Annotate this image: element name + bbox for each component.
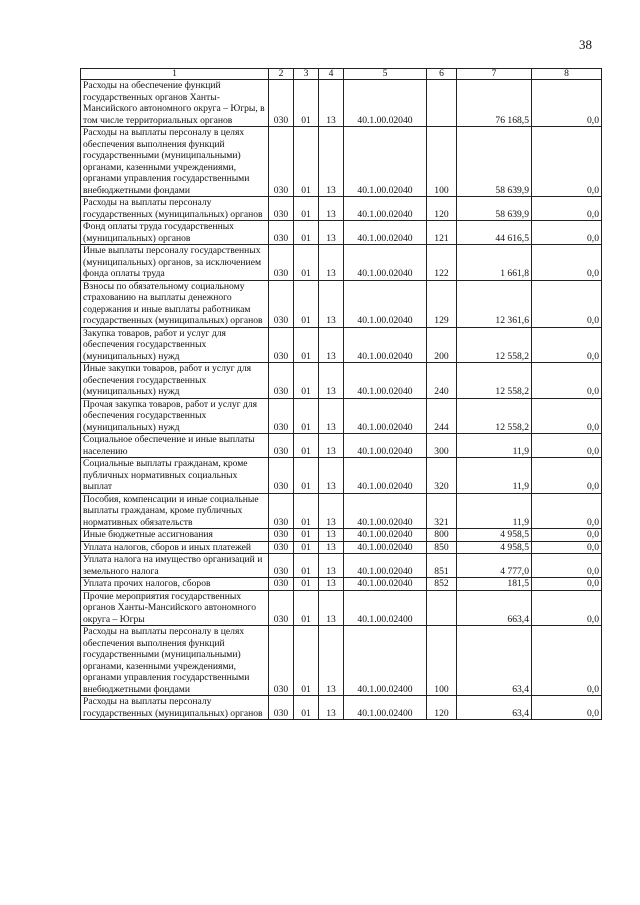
budget-table bbox=[80, 68, 602, 720]
subsection-code: 13 bbox=[319, 541, 344, 554]
subsection-code: 13 bbox=[319, 80, 344, 127]
column-header: 5 bbox=[344, 69, 427, 80]
subsection-code: 13 bbox=[319, 529, 344, 542]
subsection-code: 13 bbox=[319, 696, 344, 720]
amount-extra: 0,0 bbox=[532, 245, 602, 281]
ministry-code: 030 bbox=[269, 590, 294, 626]
table-row bbox=[81, 80, 602, 127]
target-article-code: 40.1.00.02400 bbox=[344, 626, 427, 696]
amount-extra: 0,0 bbox=[532, 280, 602, 327]
target-article-code: 40.1.00.02040 bbox=[344, 458, 427, 494]
table-row bbox=[81, 434, 602, 458]
amount: 4 777,0 bbox=[457, 554, 532, 578]
amount: 58 639,9 bbox=[457, 197, 532, 221]
ministry-code: 030 bbox=[269, 578, 294, 591]
subsection-code: 13 bbox=[319, 493, 344, 529]
section-code: 01 bbox=[294, 80, 319, 127]
table-row bbox=[81, 280, 602, 327]
section-code: 01 bbox=[294, 280, 319, 327]
amount-extra: 0,0 bbox=[532, 327, 602, 363]
table-row bbox=[81, 245, 602, 281]
table-row bbox=[81, 458, 602, 494]
amount: 12 558,2 bbox=[457, 327, 532, 363]
subsection-code: 13 bbox=[319, 363, 344, 399]
ministry-code: 030 bbox=[269, 626, 294, 696]
target-article-code: 40.1.00.02040 bbox=[344, 398, 427, 434]
expense-name: Иные закупки товаров, работ и услуг для обеспечения государственных (муниципальных) нужд bbox=[81, 363, 269, 399]
amount-extra: 0,0 bbox=[532, 626, 602, 696]
section-code: 01 bbox=[294, 197, 319, 221]
amount: 44 616,5 bbox=[457, 221, 532, 245]
ministry-code: 030 bbox=[269, 493, 294, 529]
section-code: 01 bbox=[294, 327, 319, 363]
amount-extra: 0,0 bbox=[532, 578, 602, 591]
subsection-code: 13 bbox=[319, 245, 344, 281]
expense-type-code: 852 bbox=[427, 578, 457, 591]
expense-type-code: 100 bbox=[427, 127, 457, 197]
target-article-code: 40.1.00.02040 bbox=[344, 529, 427, 542]
amount: 63,4 bbox=[457, 626, 532, 696]
section-code: 01 bbox=[294, 493, 319, 529]
expense-name: Расходы на выплаты персоналу в целях обеспечения выполнения функций государственными (муниципальными) органами, казенными учреждениями, органами управления государственными внебюджетными фондами bbox=[81, 127, 269, 197]
expense-name: Закупка товаров, работ и услуг для обеспечения государственных (муниципальных) нужд bbox=[81, 327, 269, 363]
ministry-code: 030 bbox=[269, 80, 294, 127]
amount: 76 168,5 bbox=[457, 80, 532, 127]
subsection-code: 13 bbox=[319, 197, 344, 221]
subsection-code: 13 bbox=[319, 458, 344, 494]
expense-name: Уплата налогов, сборов и иных платежей bbox=[81, 541, 269, 554]
amount: 11,9 bbox=[457, 493, 532, 529]
subsection-code: 13 bbox=[319, 327, 344, 363]
amount-extra: 0,0 bbox=[532, 590, 602, 626]
amount: 663,4 bbox=[457, 590, 532, 626]
table-header-row bbox=[81, 69, 602, 80]
expense-type-code: 300 bbox=[427, 434, 457, 458]
column-header: 2 bbox=[269, 69, 294, 80]
section-code: 01 bbox=[294, 578, 319, 591]
ministry-code: 030 bbox=[269, 221, 294, 245]
table-row bbox=[81, 493, 602, 529]
expense-type-code: 240 bbox=[427, 363, 457, 399]
column-header: 6 bbox=[427, 69, 457, 80]
target-article-code: 40.1.00.02040 bbox=[344, 127, 427, 197]
target-article-code: 40.1.00.02040 bbox=[344, 493, 427, 529]
expense-name: Фонд оплаты труда государственных (муниципальных) органов bbox=[81, 221, 269, 245]
ministry-code: 030 bbox=[269, 529, 294, 542]
subsection-code: 13 bbox=[319, 434, 344, 458]
expense-type-code bbox=[427, 590, 457, 626]
section-code: 01 bbox=[294, 626, 319, 696]
section-code: 01 bbox=[294, 554, 319, 578]
target-article-code: 40.1.00.02400 bbox=[344, 590, 427, 626]
ministry-code: 030 bbox=[269, 458, 294, 494]
expense-type-code: 851 bbox=[427, 554, 457, 578]
expense-name: Иные выплаты персоналу государственных (муниципальных) органов, за исключением фонда оплаты труда bbox=[81, 245, 269, 281]
target-article-code: 40.1.00.02040 bbox=[344, 280, 427, 327]
amount-extra: 0,0 bbox=[532, 197, 602, 221]
table-row bbox=[81, 626, 602, 696]
page-number: 38 bbox=[579, 37, 592, 52]
table-row bbox=[81, 554, 602, 578]
table-row bbox=[81, 127, 602, 197]
column-header: 7 bbox=[457, 69, 532, 80]
expense-type-code: 200 bbox=[427, 327, 457, 363]
subsection-code: 13 bbox=[319, 626, 344, 696]
expense-name: Иные бюджетные ассигнования bbox=[81, 529, 269, 542]
section-code: 01 bbox=[294, 434, 319, 458]
ministry-code: 030 bbox=[269, 696, 294, 720]
ministry-code: 030 bbox=[269, 280, 294, 327]
section-code: 01 bbox=[294, 529, 319, 542]
table-row bbox=[81, 578, 602, 591]
expense-name: Расходы на выплаты персоналу в целях обеспечения выполнения функций государственными (муниципальными) органами, казенными учреждениями, органами управления государственными внебюджетными фондами bbox=[81, 626, 269, 696]
amount-extra: 0,0 bbox=[532, 221, 602, 245]
subsection-code: 13 bbox=[319, 578, 344, 591]
expense-name: Расходы на обеспечение функций государственных органов Ханты-Мансийского автономного округа – Югры, в том числе территориальных органов bbox=[81, 80, 269, 127]
table-row bbox=[81, 529, 602, 542]
amount: 12 361,6 bbox=[457, 280, 532, 327]
section-code: 01 bbox=[294, 398, 319, 434]
amount: 11,9 bbox=[457, 434, 532, 458]
subsection-code: 13 bbox=[319, 398, 344, 434]
table-row bbox=[81, 541, 602, 554]
amount-extra: 0,0 bbox=[532, 554, 602, 578]
expense-name: Взносы по обязательному социальному страхованию на выплаты денежного содержания и иные выплаты работникам государственных (муниципальных) органов bbox=[81, 280, 269, 327]
table-row bbox=[81, 398, 602, 434]
ministry-code: 030 bbox=[269, 363, 294, 399]
ministry-code: 030 bbox=[269, 327, 294, 363]
table-row bbox=[81, 327, 602, 363]
expense-name: Расходы на выплаты персоналу государственных (муниципальных) органов bbox=[81, 197, 269, 221]
target-article-code: 40.1.00.02040 bbox=[344, 434, 427, 458]
amount-extra: 0,0 bbox=[532, 363, 602, 399]
target-article-code: 40.1.00.02040 bbox=[344, 541, 427, 554]
subsection-code: 13 bbox=[319, 554, 344, 578]
amount: 58 639,9 bbox=[457, 127, 532, 197]
expense-name: Прочая закупка товаров, работ и услуг для обеспечения государственных (муниципальных) нужд bbox=[81, 398, 269, 434]
column-header: 3 bbox=[294, 69, 319, 80]
table-row bbox=[81, 590, 602, 626]
amount-extra: 0,0 bbox=[532, 80, 602, 127]
table-row bbox=[81, 197, 602, 221]
amount: 1 661,8 bbox=[457, 245, 532, 281]
ministry-code: 030 bbox=[269, 245, 294, 281]
expense-type-code: 320 bbox=[427, 458, 457, 494]
section-code: 01 bbox=[294, 221, 319, 245]
column-header: 8 bbox=[532, 69, 602, 80]
target-article-code: 40.1.00.02040 bbox=[344, 245, 427, 281]
expense-type-code: 122 bbox=[427, 245, 457, 281]
section-code: 01 bbox=[294, 696, 319, 720]
amount: 4 958,5 bbox=[457, 529, 532, 542]
table-row bbox=[81, 221, 602, 245]
amount-extra: 0,0 bbox=[532, 398, 602, 434]
ministry-code: 030 bbox=[269, 434, 294, 458]
expense-name: Пособия, компенсации и иные социальные выплаты гражданам, кроме публичных нормативных обязательств bbox=[81, 493, 269, 529]
expense-type-code: 120 bbox=[427, 696, 457, 720]
amount-extra: 0,0 bbox=[532, 458, 602, 494]
expense-name: Социальные выплаты гражданам, кроме публичных нормативных социальных выплат bbox=[81, 458, 269, 494]
amount: 12 558,2 bbox=[457, 363, 532, 399]
subsection-code: 13 bbox=[319, 221, 344, 245]
amount-extra: 0,0 bbox=[532, 529, 602, 542]
subsection-code: 13 bbox=[319, 590, 344, 626]
section-code: 01 bbox=[294, 127, 319, 197]
table-row bbox=[81, 363, 602, 399]
target-article-code: 40.1.00.02400 bbox=[344, 696, 427, 720]
amount-extra: 0,0 bbox=[532, 696, 602, 720]
ministry-code: 030 bbox=[269, 398, 294, 434]
expense-name: Прочие мероприятия государственных органов Ханты-Мансийского автономного округа – Югры bbox=[81, 590, 269, 626]
amount: 4 958,5 bbox=[457, 541, 532, 554]
table-row bbox=[81, 696, 602, 720]
target-article-code: 40.1.00.02040 bbox=[344, 80, 427, 127]
target-article-code: 40.1.00.02040 bbox=[344, 363, 427, 399]
expense-type-code bbox=[427, 80, 457, 127]
amount: 181,5 bbox=[457, 578, 532, 591]
target-article-code: 40.1.00.02040 bbox=[344, 578, 427, 591]
section-code: 01 bbox=[294, 363, 319, 399]
target-article-code: 40.1.00.02040 bbox=[344, 554, 427, 578]
amount: 12 558,2 bbox=[457, 398, 532, 434]
expense-type-code: 100 bbox=[427, 626, 457, 696]
target-article-code: 40.1.00.02040 bbox=[344, 197, 427, 221]
expense-name: Социальное обеспечение и иные выплаты населению bbox=[81, 434, 269, 458]
amount-extra: 0,0 bbox=[532, 127, 602, 197]
amount-extra: 0,0 bbox=[532, 434, 602, 458]
subsection-code: 13 bbox=[319, 280, 344, 327]
subsection-code: 13 bbox=[319, 127, 344, 197]
amount: 63,4 bbox=[457, 696, 532, 720]
expense-name: Уплата налога на имущество организаций и земельного налога bbox=[81, 554, 269, 578]
amount: 11,9 bbox=[457, 458, 532, 494]
expense-type-code: 129 bbox=[427, 280, 457, 327]
section-code: 01 bbox=[294, 458, 319, 494]
column-header: 1 bbox=[81, 69, 269, 80]
expense-type-code: 850 bbox=[427, 541, 457, 554]
column-header: 4 bbox=[319, 69, 344, 80]
amount-extra: 0,0 bbox=[532, 541, 602, 554]
expense-type-code: 121 bbox=[427, 221, 457, 245]
expense-name: Уплата прочих налогов, сборов bbox=[81, 578, 269, 591]
expense-type-code: 120 bbox=[427, 197, 457, 221]
expense-type-code: 321 bbox=[427, 493, 457, 529]
expense-type-code: 800 bbox=[427, 529, 457, 542]
target-article-code: 40.1.00.02040 bbox=[344, 327, 427, 363]
expense-name: Расходы на выплаты персоналу государственных (муниципальных) органов bbox=[81, 696, 269, 720]
ministry-code: 030 bbox=[269, 554, 294, 578]
ministry-code: 030 bbox=[269, 541, 294, 554]
ministry-code: 030 bbox=[269, 197, 294, 221]
ministry-code: 030 bbox=[269, 127, 294, 197]
section-code: 01 bbox=[294, 245, 319, 281]
section-code: 01 bbox=[294, 590, 319, 626]
expense-type-code: 244 bbox=[427, 398, 457, 434]
target-article-code: 40.1.00.02040 bbox=[344, 221, 427, 245]
amount-extra: 0,0 bbox=[532, 493, 602, 529]
section-code: 01 bbox=[294, 541, 319, 554]
